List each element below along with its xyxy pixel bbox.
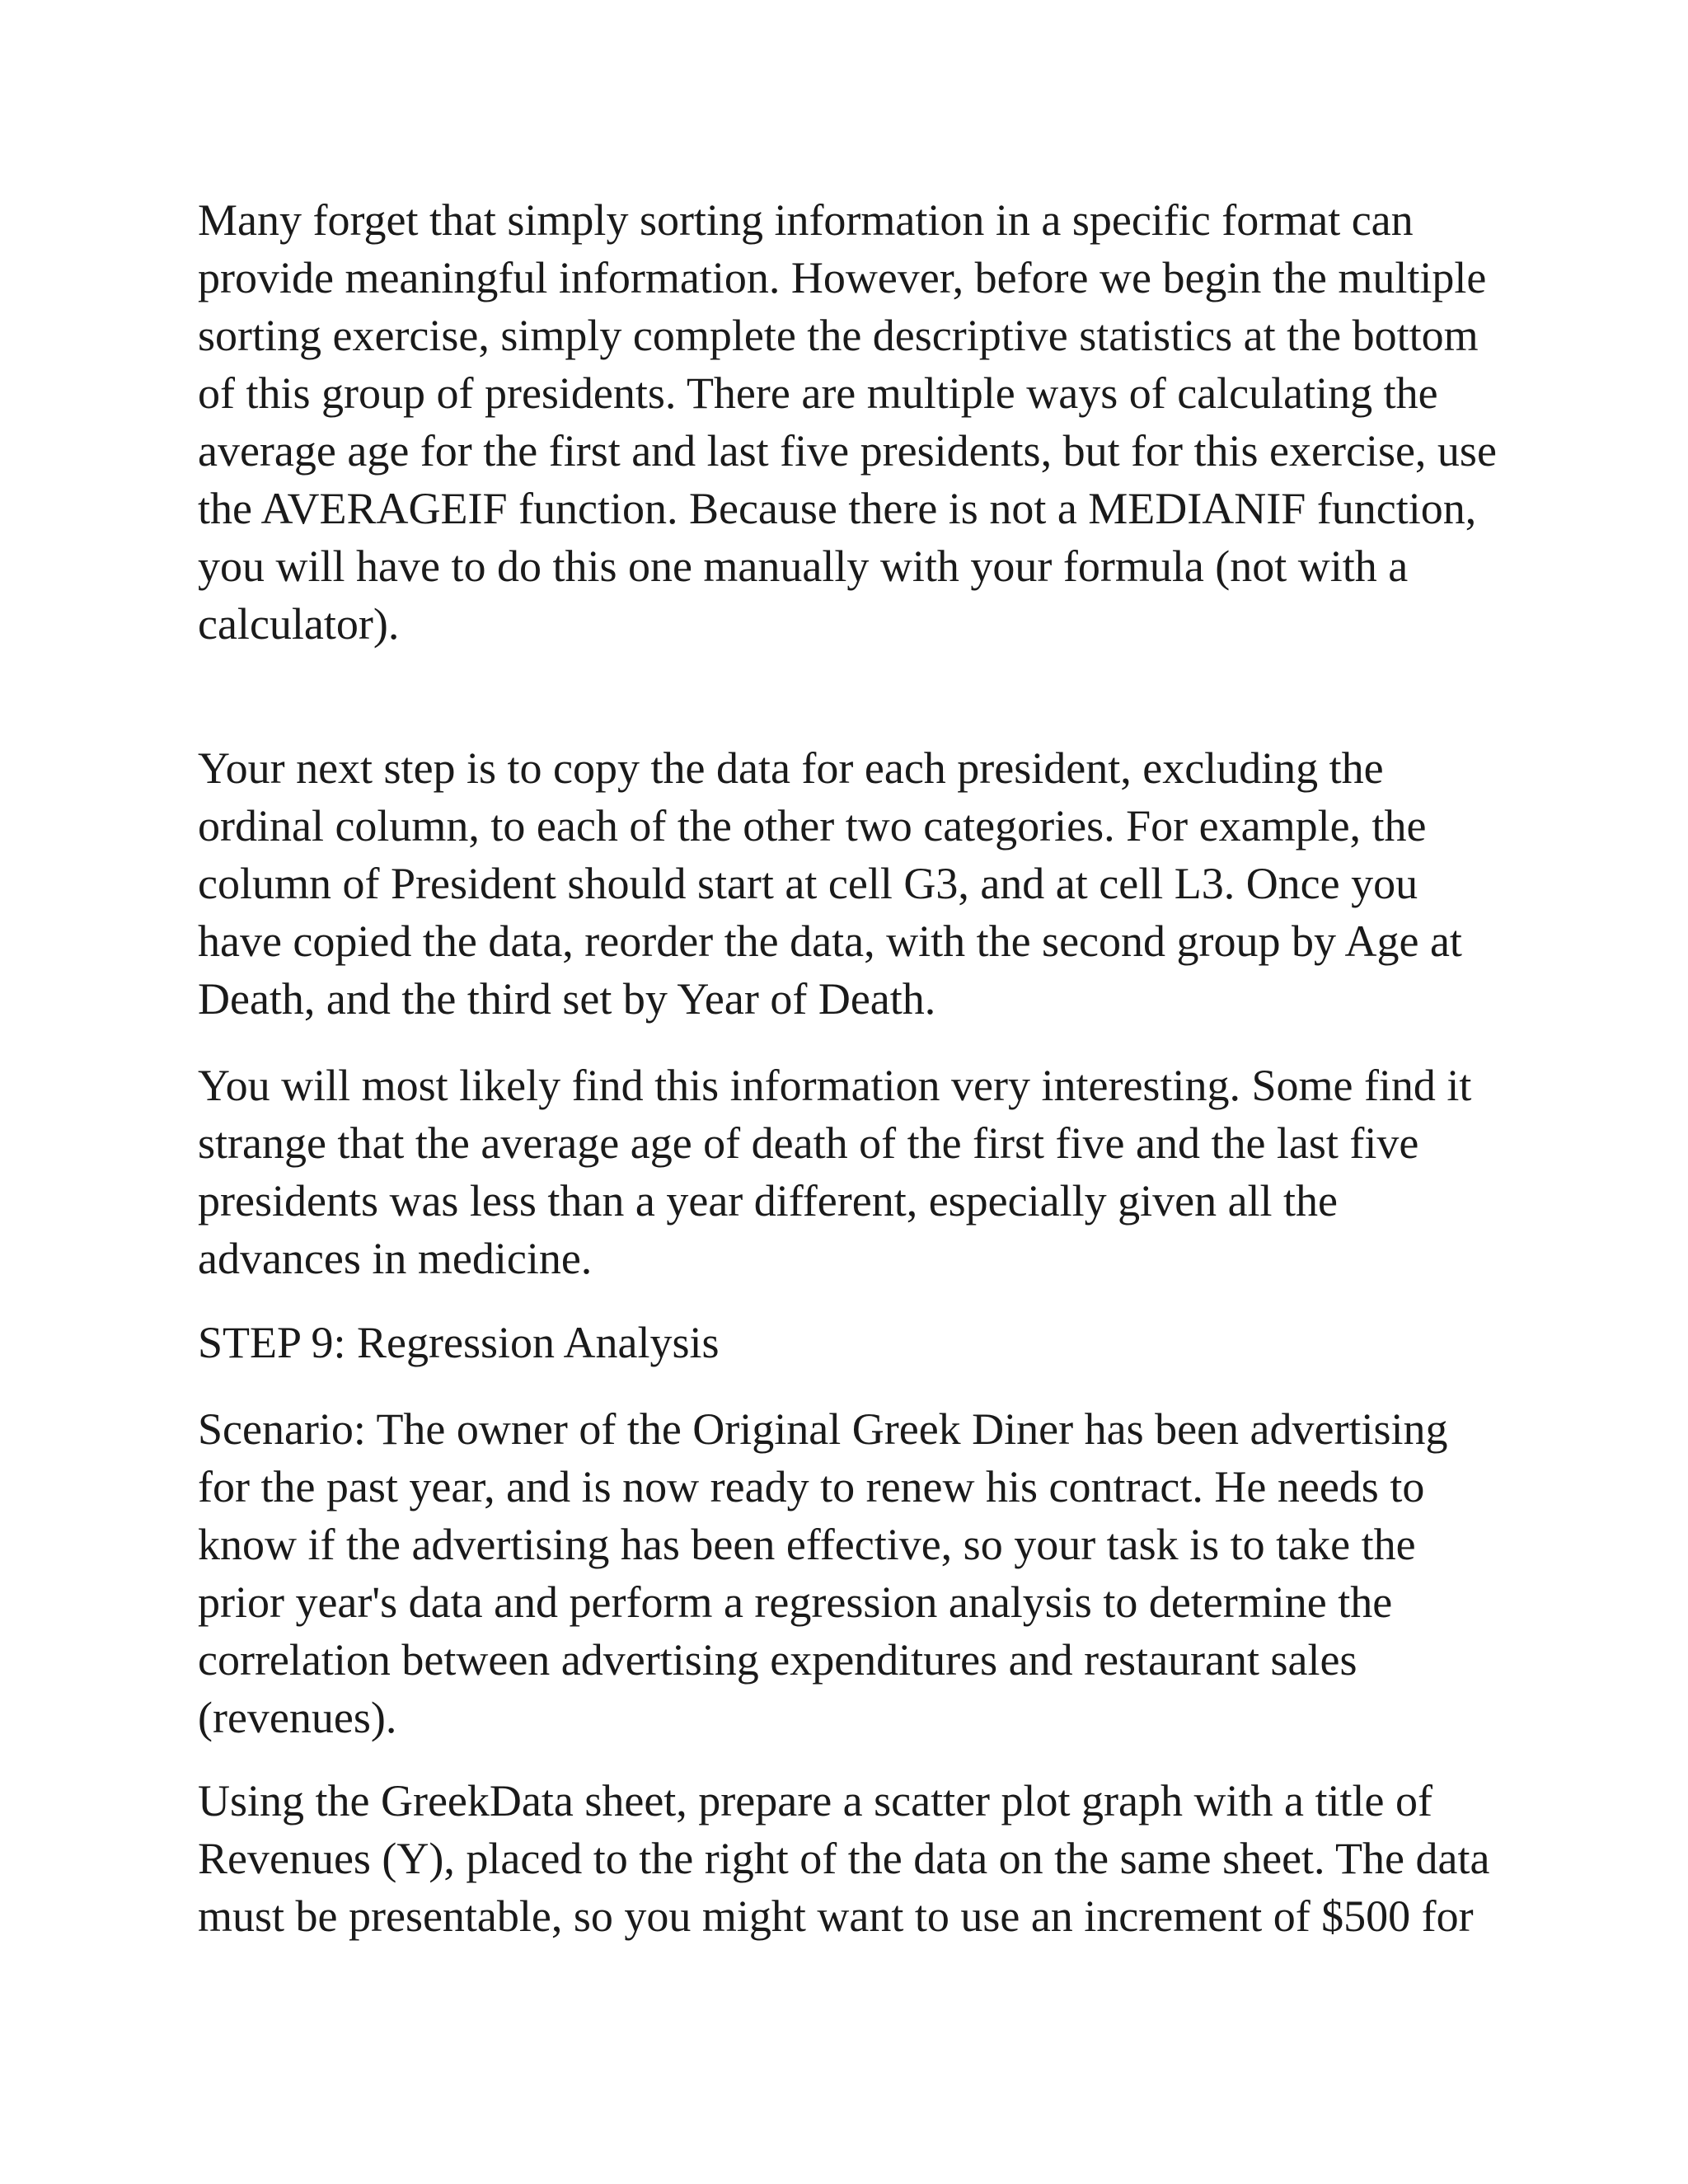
text-line: Scenario: The owner of the Original Greek Diner has been advertising — [198, 1404, 1448, 1454]
text-line: know if the advertising has been effective, so your task is to take the — [198, 1520, 1416, 1569]
text-line: must be presentable, so you might want to use an increment of $500 for — [198, 1891, 1474, 1941]
text-line: Revenues (Y), placed to the right of the data on the same sheet. The data — [198, 1834, 1490, 1883]
text-line: presidents was less than a year different, especially given all the — [198, 1176, 1339, 1226]
text-line: (revenues). — [198, 1693, 397, 1742]
paragraph-greekdata — [198, 1772, 1500, 1945]
text-line: Your next step is to copy the data for each president, excluding the — [198, 743, 1384, 793]
text-line: advances in medicine. — [198, 1234, 593, 1283]
text-line: provide meaningful information. However, before we begin the multiple — [198, 253, 1487, 302]
text-line: You will most likely find this information very interesting. Some find it — [198, 1061, 1472, 1110]
text-line: average age for the first and last five presidents, but for this exercise, use — [198, 426, 1497, 476]
paragraph-scenario — [198, 1400, 1500, 1746]
text-line: column of President should start at cell G3, and at cell L3. Once you — [198, 859, 1418, 908]
text-line: ordinal column, to each of the other two categories. For example, the — [198, 801, 1427, 851]
section-heading: STEP 9: Regression Analysis — [198, 1318, 720, 1367]
text-line: correlation between advertising expenditures and restaurant sales — [198, 1635, 1357, 1685]
step-heading — [198, 1314, 1500, 1371]
text-line: strange that the average age of death of the first five and the last five — [198, 1118, 1419, 1168]
paragraph-sorting-intro — [198, 191, 1500, 653]
paragraph-interesting-info — [198, 1057, 1500, 1287]
text-line: Many forget that simply sorting information in a specific format can — [198, 195, 1414, 245]
text-line: for the past year, and is now ready to renew his contract. He needs to — [198, 1462, 1425, 1511]
text-line: the AVERAGEIF function. Because there is not a MEDIANIF function, — [198, 484, 1477, 533]
text-line: have copied the data, reorder the data, with the second group by Age at — [198, 916, 1462, 966]
text-line: you will have to do this one manually with your formula (not with a — [198, 541, 1409, 591]
text-line: calculator). — [198, 599, 400, 649]
text-line: sorting exercise, simply complete the descriptive statistics at the bottom — [198, 311, 1479, 360]
paragraph-copy-data — [198, 739, 1500, 1028]
text-line: Death, and the third set by Year of Death. — [198, 974, 936, 1024]
text-line: of this group of presidents. There are multiple ways of calculating the — [198, 368, 1438, 418]
text-line: prior year's data and perform a regression analysis to determine the — [198, 1577, 1393, 1627]
text-line: Using the GreekData sheet, prepare a scatter plot graph with a title of — [198, 1776, 1432, 1825]
